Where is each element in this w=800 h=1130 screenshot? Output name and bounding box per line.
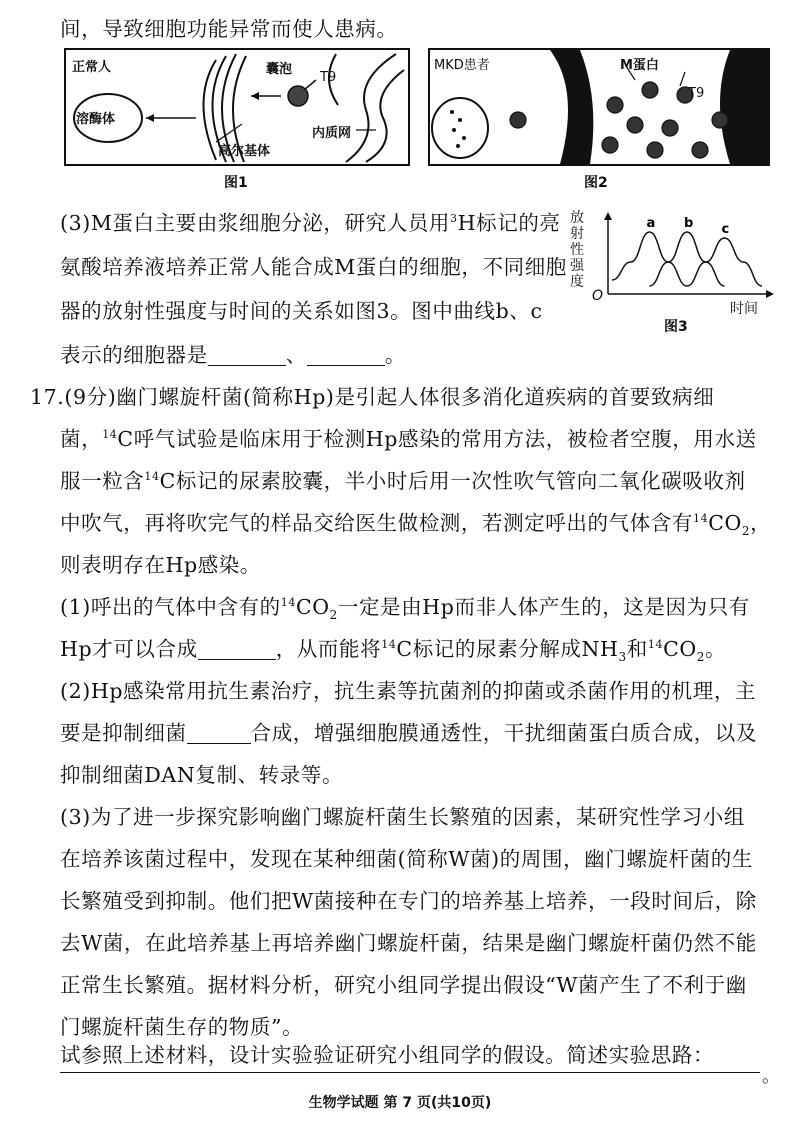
text: H标记的亮 <box>457 211 561 235</box>
q17-part3-line3: 长繁殖受到抑制。他们把W菌接种在专门的培养基上培养，一段时间后，除 <box>60 889 757 913</box>
text: 要是抑制细菌 <box>60 721 187 745</box>
q17-intro-line4 <box>60 506 772 539</box>
page-footer: 生物学试题 第 7 页(共10页) <box>308 1095 492 1111</box>
q17-intro-line2 <box>60 422 757 452</box>
figure-3-caption: 图3 <box>664 319 688 335</box>
figure-2 <box>428 48 770 166</box>
text: 和 <box>626 637 648 661</box>
figure-2-caption: 图2 <box>584 175 608 191</box>
answer-end-mark: 。 <box>762 1066 780 1087</box>
answer-blank[interactable] <box>187 723 251 745</box>
figure-1 <box>64 48 410 166</box>
q17-part3-line6: 门螺旋杆菌生存的物质”。 <box>60 1015 304 1039</box>
q17-part3-line1: (3)为了进一步探究影响幽门螺旋杆菌生长繁殖的因素，某研究性学习小组 <box>60 805 745 829</box>
q16-part3-line3: 器的放射性强度与时间的关系如图3。图中曲线b、c <box>60 299 543 323</box>
superscript: 14 <box>102 428 118 442</box>
q17-part3-line2: 在培养该菌过程中，发现在某种细菌(简称W菌)的周围，幽门螺旋杆菌的生 <box>60 847 753 871</box>
q17-part3-instruction: 试参照上述材料，设计实验验证研究小组同学的假设。简述实验思路： <box>60 1043 715 1067</box>
figure-3-chart <box>570 210 780 300</box>
text: 菌， <box>60 427 103 451</box>
label-t9: T9 <box>320 70 337 85</box>
text: (3)M蛋白主要由浆细胞分泌，研究人员用 <box>60 211 451 235</box>
x-axis-label: 时间 <box>730 301 758 317</box>
text: CO <box>663 637 697 661</box>
curve-label-c: c <box>721 222 730 237</box>
text: ，从而能将 <box>275 637 382 661</box>
label-m-protein: M蛋白 <box>620 58 659 73</box>
q17-part2-line1: (2)Hp感染常用抗生素治疗，抗生素等抗菌剂的抑菌或杀菌作用的机理，主 <box>60 679 757 703</box>
text: 合成，增强细胞膜通透性，干扰细菌蛋白质合成，以及 <box>250 721 758 745</box>
q17-part3-line4: 去W菌，在此培养基上再培养幽门螺旋杆菌，结果是幽门螺旋杆菌仍然不能 <box>60 931 757 955</box>
text: C标记的尿素分解成NH <box>396 637 619 661</box>
label-mkd-patient: MKD患者 <box>434 58 490 73</box>
superscript: 14 <box>144 470 160 484</box>
q17-intro-line3 <box>60 464 746 494</box>
superscript: 14 <box>280 596 296 610</box>
q17-intro-line5: 则表明存在Hp感染。 <box>60 553 261 577</box>
subscript: 2 <box>741 524 751 539</box>
subscript: 3 <box>618 650 627 665</box>
text: 表示的细胞器是 <box>60 343 208 367</box>
superscript: 14 <box>381 638 397 652</box>
text: 服一粒含 <box>60 469 145 493</box>
answer-line[interactable] <box>60 1072 760 1073</box>
superscript: 14 <box>693 512 709 526</box>
curve-label-b: b <box>684 216 694 231</box>
y-axis-label: 放射性强度 <box>570 210 584 290</box>
answer-blank[interactable] <box>208 345 286 367</box>
text: Hp才可以合成 <box>60 637 198 661</box>
label-t9-fig2: T9 <box>688 86 705 101</box>
q17-part2-line2 <box>60 716 757 746</box>
origin-label: O <box>592 288 604 304</box>
label-vesicle: 囊泡 <box>266 62 293 77</box>
text: 。 <box>705 637 727 661</box>
text: 。 <box>384 343 406 367</box>
y-axis-arrow <box>604 212 612 220</box>
q17-intro-line1: 17.(9分)幽门螺旋杆菌(简称Hp)是引起人体很多消化道疾病的首要致病细 <box>30 385 715 409</box>
q17-part1-line2 <box>60 632 727 665</box>
text: 、 <box>285 343 307 367</box>
q17-part3-line5: 正常生长繁殖。据材料分析，研究小组同学提出假设“W菌产生了不利于幽 <box>60 973 747 997</box>
q16-part3-line4 <box>60 338 406 368</box>
text: CO <box>708 511 742 535</box>
subscript: 2 <box>696 650 706 665</box>
subscript: 2 <box>329 608 338 623</box>
answer-blank[interactable] <box>198 639 276 661</box>
text: CO <box>295 595 330 619</box>
superscript: 14 <box>647 638 664 652</box>
curve-a <box>612 232 687 286</box>
text: 一定是由Hp而非人体产生的，这是因为只有 <box>337 595 750 619</box>
q16-part3-line2: 氨酸培养液培养正常人能合成M蛋白的细胞，不同细胞 <box>60 255 567 279</box>
label-er: 内质网 <box>312 126 352 141</box>
x-axis-arrow <box>766 290 774 298</box>
label-golgi: 高尔基体 <box>218 144 271 159</box>
text: C呼气试验是临床用于检测Hp感染的常用方法，被检者空腹，用水送 <box>117 427 757 451</box>
q17-part2-line3: 抑制细菌DAN复制、转录等。 <box>60 763 344 787</box>
curve-c <box>687 238 762 286</box>
q16-part3-line1 <box>60 206 561 236</box>
figure-1-caption: 图1 <box>224 175 248 191</box>
q17-part1-line1 <box>60 590 750 623</box>
text: (1)呼出的气体中含有的 <box>60 595 281 619</box>
text: 中吹气，再将吹完气的样品交给医生做检测，若测定呼出的气体含有 <box>60 511 693 535</box>
text: ， <box>750 511 772 535</box>
curve-b <box>650 232 725 286</box>
continuation-line: 间，导致细胞功能异常而使人患病。 <box>60 17 398 41</box>
label-lysosome: 溶酶体 <box>76 112 116 127</box>
label-normal-person: 正常人 <box>72 60 112 75</box>
curve-label-a: a <box>646 216 656 231</box>
answer-blank[interactable] <box>307 345 385 367</box>
text: C标记的尿素胶囊，半小时后用一次性吹气管向二氧化碳吸收剂 <box>159 469 746 493</box>
superscript: 3 <box>450 212 458 226</box>
